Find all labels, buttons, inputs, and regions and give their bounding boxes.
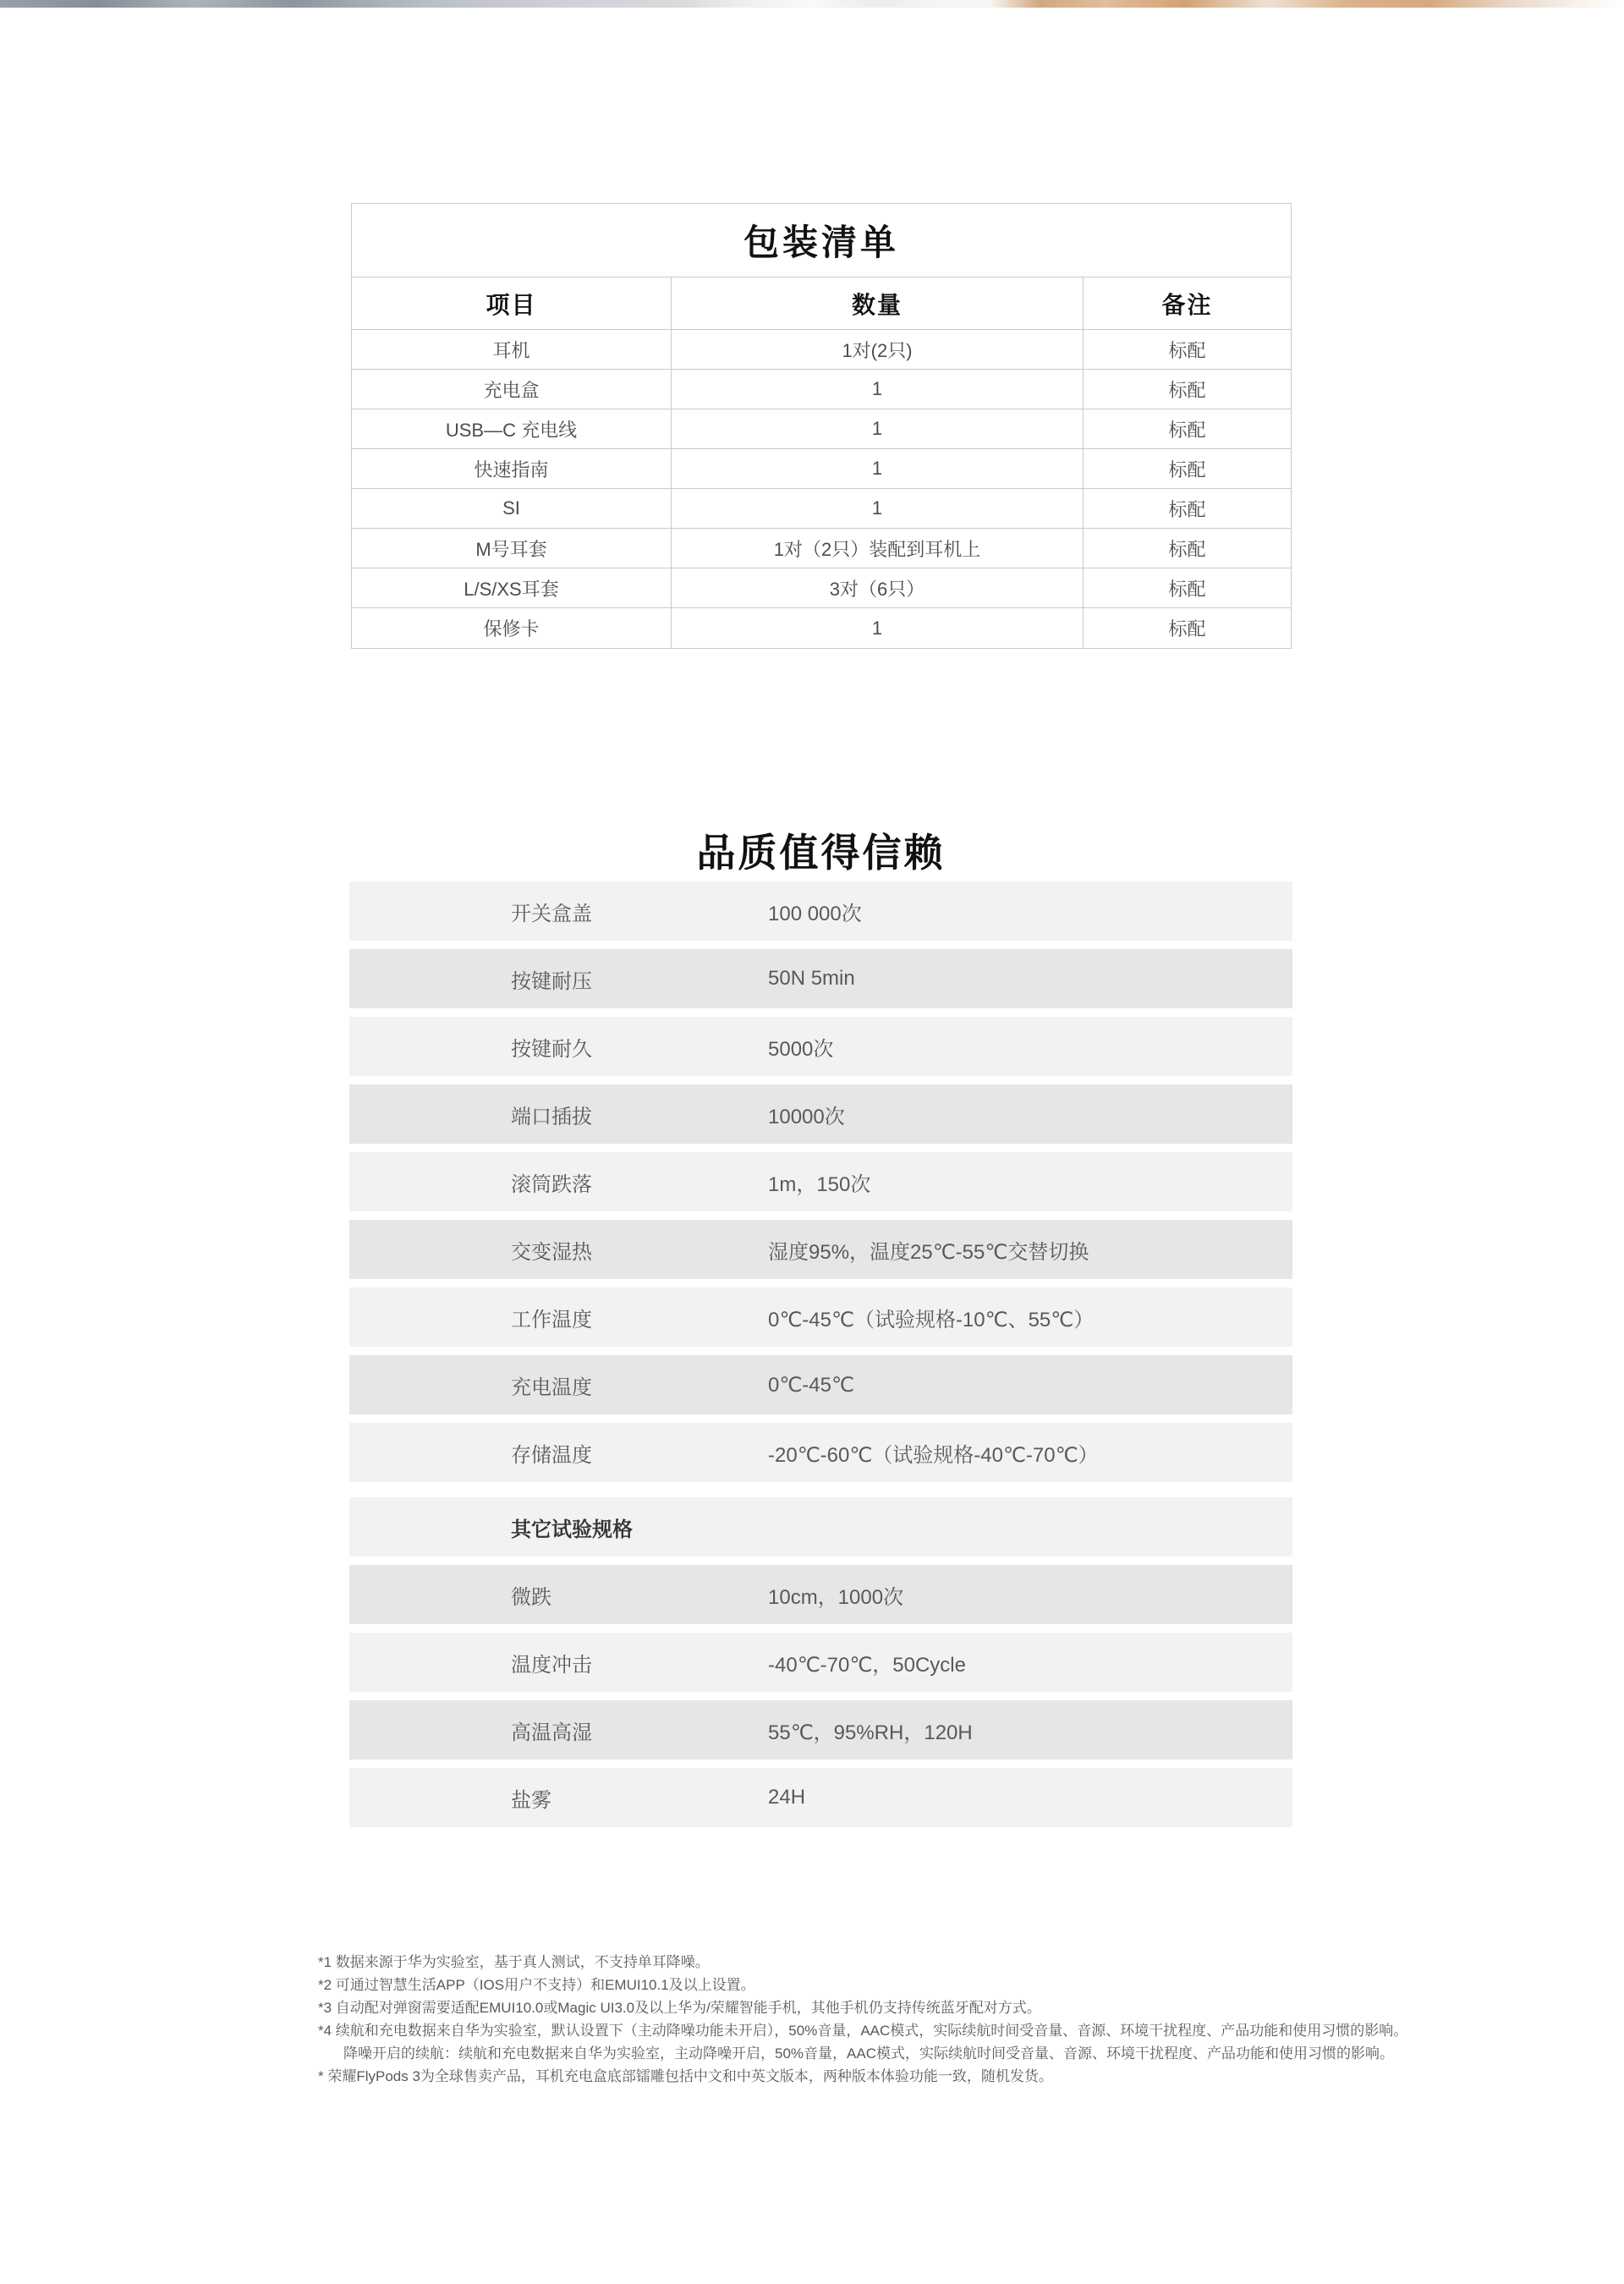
quality-row <box>349 1287 1292 1347</box>
quality-row-value: 55℃，95%RH，120H <box>768 1721 973 1744</box>
quality-row <box>349 1633 1292 1692</box>
quality-row-value: 24H <box>768 1786 806 1809</box>
quality-row-label: 充电温度 <box>511 1375 592 1399</box>
packing-cell: 1 <box>672 489 1084 529</box>
footnote-line: 降噪开启的续航：续航和充电数据来自华为实验室，主动降噪开启，50%音量，AAC模式，实际续航时间受音量、音源、环境干扰程度、产品功能和使用习惯的影响。 <box>343 2045 1394 2062</box>
quality-row <box>349 1768 1292 1827</box>
quality-row-value: 湿度95%，温度25℃-55℃交替切换 <box>768 1240 1089 1264</box>
quality-row-label: 高温高湿 <box>511 1721 592 1744</box>
packing-col-header-quantity: 数量 <box>672 277 1084 330</box>
packing-cell: SI <box>352 489 672 529</box>
quality-row-label: 按键耐压 <box>511 969 592 993</box>
quality-row <box>349 1152 1292 1211</box>
packing-cell: 标配 <box>1084 489 1291 529</box>
packing-cell: 标配 <box>1084 330 1291 370</box>
quality-row-value: 5000次 <box>768 1037 834 1061</box>
quality-row <box>349 1700 1292 1760</box>
packing-col-header-item: 项目 <box>352 277 672 330</box>
packing-cell: 标配 <box>1084 370 1291 409</box>
footnote-line: *4 续航和充电数据来自华为实验室，默认设置下（主动降噪功能未开启），50%音量，AAC模式，实际续航时间受音量、音源、环境干扰程度、产品功能和使用习惯的影响。 <box>318 2023 1408 2039</box>
footnote-line: *2 可通过智慧生活APP（IOS用户不支持）和EMUI10.1及以上设置。 <box>318 1977 755 1993</box>
quality-row-label: 其它试验规格 <box>511 1518 633 1541</box>
quality-row-value: 0℃-45℃ <box>768 1373 854 1397</box>
quality-row-label: 按键耐久 <box>511 1037 592 1061</box>
packing-cell: L/S/XS耳套 <box>352 568 672 608</box>
packing-cell: 标配 <box>1084 568 1291 608</box>
quality-row-label: 工作温度 <box>511 1308 592 1331</box>
quality-row-label: 温度冲击 <box>511 1653 592 1677</box>
packing-col-header-remark: 备注 <box>1084 277 1291 330</box>
quality-row <box>349 1423 1292 1482</box>
quality-row-label: 滚筒跌落 <box>511 1172 592 1196</box>
packing-cell: 快速指南 <box>352 449 672 489</box>
quality-spec-table <box>349 881 1292 1836</box>
packing-cell: 1 <box>672 370 1084 409</box>
packing-cell: 标配 <box>1084 529 1291 568</box>
quality-row-value: 50N 5min <box>768 967 855 990</box>
packing-cell: 1对（2只）装配到耳机上 <box>672 529 1084 568</box>
quality-row-value: 0℃-45℃（试验规格-10℃、55℃） <box>768 1308 1095 1331</box>
footnote-line: *1 数据来源于华为实验室，基于真人测试，不支持单耳降噪。 <box>318 1954 710 1970</box>
packing-cell: 充电盒 <box>352 370 672 409</box>
packing-cell: 3对（6只） <box>672 568 1084 608</box>
footnote-line: *3 自动配对弹窗需要适配EMUI10.0或Magic UI3.0及以上华为/荣耀智能手机，其他手机仍支持传统蓝牙配对方式。 <box>318 2000 1041 2016</box>
quality-subsection-header <box>349 1497 1292 1557</box>
quality-row-label: 开关盒盖 <box>511 902 592 925</box>
quality-row <box>349 881 1292 941</box>
packing-list-table <box>351 203 1292 649</box>
quality-row-value: -20℃-60℃（试验规格-40℃-70℃） <box>768 1443 1099 1467</box>
packing-cell: M号耳套 <box>352 529 672 568</box>
top-photo-strip <box>0 0 1624 8</box>
quality-row <box>349 1017 1292 1076</box>
quality-row-label: 端口插拔 <box>511 1105 592 1128</box>
quality-row <box>349 1565 1292 1624</box>
packing-list-title: 包装清单 <box>352 204 1291 277</box>
packing-cell: 1 <box>672 608 1084 648</box>
quality-section-title: 品质值得信赖 <box>696 831 946 875</box>
packing-cell: 保修卡 <box>352 608 672 648</box>
quality-row-value: 1m，150次 <box>768 1172 871 1196</box>
packing-cell: 1对(2只) <box>672 330 1084 370</box>
quality-row <box>349 1220 1292 1279</box>
footnotes <box>318 1951 1443 2088</box>
quality-row-label: 交变湿热 <box>511 1240 592 1264</box>
quality-row <box>349 1355 1292 1414</box>
quality-row-label: 微跌 <box>511 1585 551 1609</box>
quality-row-value: 100 000次 <box>768 902 862 925</box>
packing-cell: 标配 <box>1084 409 1291 449</box>
packing-cell: USB—C 充电线 <box>352 409 672 449</box>
packing-cell: 1 <box>672 409 1084 449</box>
quality-row <box>349 1084 1292 1144</box>
packing-cell: 耳机 <box>352 330 672 370</box>
footnote-line: * 荣耀FlyPods 3为全球售卖产品，耳机充电盒底部镭雕包括中文和中英文版本，两种版本体验功能一致，随机发货。 <box>318 2068 1053 2084</box>
quality-row <box>349 949 1292 1008</box>
quality-row-value: 10cm，1000次 <box>768 1585 904 1609</box>
packing-list-grid <box>352 277 1291 648</box>
quality-row-value: -40℃-70℃，50Cycle <box>768 1653 966 1677</box>
quality-row-label: 存储温度 <box>511 1443 592 1467</box>
packing-cell: 标配 <box>1084 449 1291 489</box>
packing-cell: 1 <box>672 449 1084 489</box>
quality-row-value: 10000次 <box>768 1105 845 1128</box>
quality-row-label: 盐雾 <box>511 1788 551 1812</box>
packing-cell: 标配 <box>1168 618 1206 640</box>
